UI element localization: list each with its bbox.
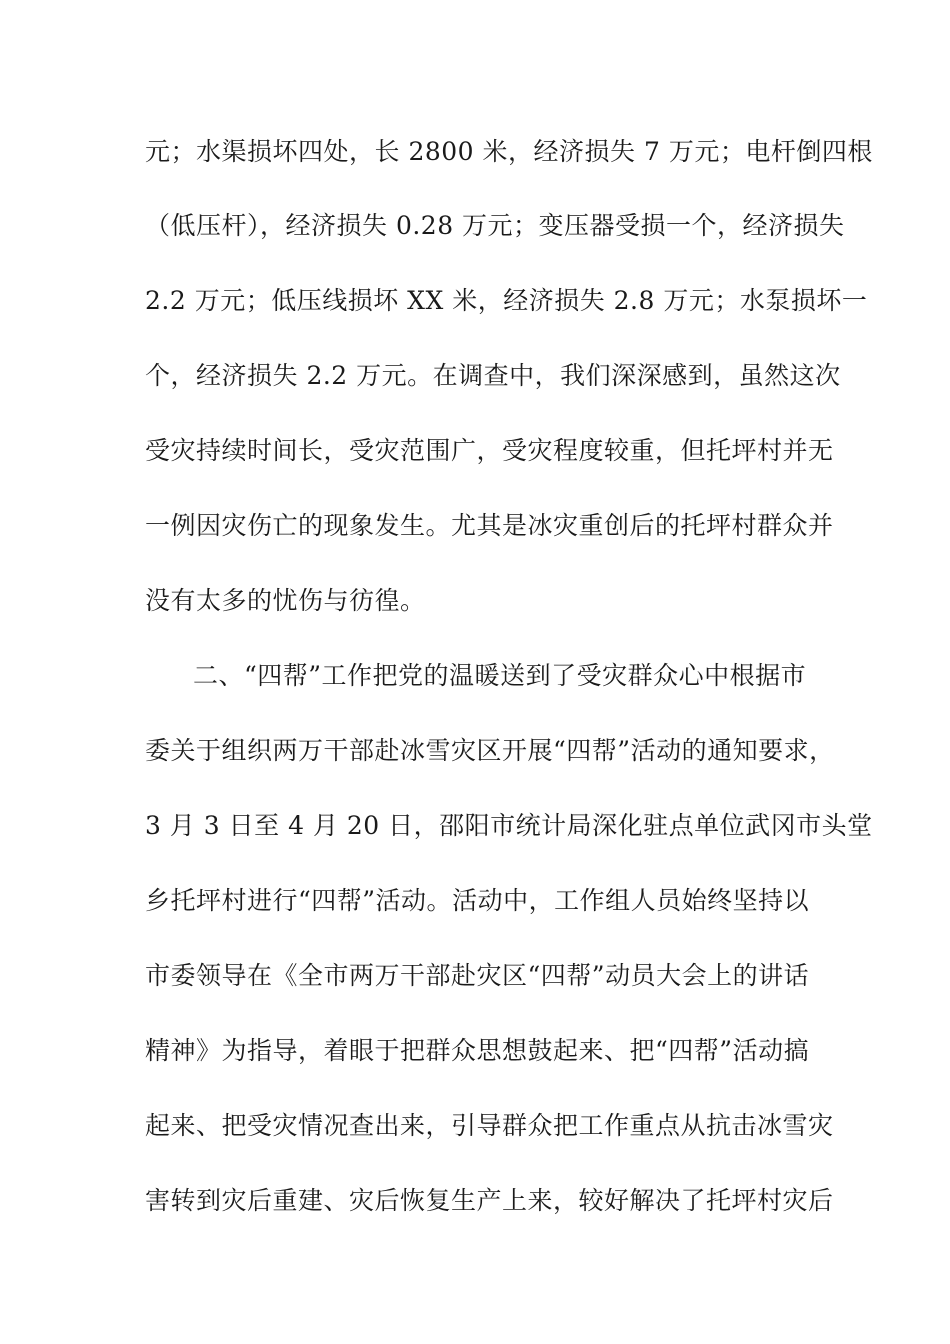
body-line: 2.2 万元；低压线损坏 XX 米，经济损失 2.8 万元；水泵损坏一 bbox=[145, 286, 868, 315]
body-line: （低压杆），经济损失 0.28 万元；变压器受损一个，经济损失 bbox=[145, 211, 845, 240]
body-line: 没有太多的忧伤与彷徨。 bbox=[145, 586, 426, 615]
body-line: 元；水渠损坏四处，长 2800 米，经济损失 7 万元；电杆倒四根 bbox=[145, 137, 873, 166]
body-line: 害转到灾后重建、灾后恢复生产上来，较好解决了托坪村灾后 bbox=[145, 1186, 834, 1215]
section-heading-line: 二、“四帮”工作把党的温暖送到了受灾群众心中根据市 bbox=[193, 661, 807, 690]
body-line: 一例因灾伤亡的现象发生。尤其是冰灾重创后的托坪村群众并 bbox=[145, 511, 834, 540]
body-line: 受灾持续时间长，受灾范围广，受灾程度较重，但托坪村并无 bbox=[145, 436, 834, 465]
body-line: 起来、把受灾情况查出来，引导群众把工作重点从抗击冰雪灾 bbox=[145, 1111, 834, 1140]
body-line: 乡托坪村进行“四帮”活动。活动中，工作组人员始终坚持以 bbox=[145, 886, 810, 915]
body-line: 个，经济损失 2.2 万元。在调查中，我们深深感到，虽然这次 bbox=[145, 361, 841, 390]
body-line: 3 月 3 日至 4 月 20 日，邵阳市统计局深化驻点单位武冈市头堂 bbox=[145, 811, 873, 840]
body-line: 委关于组织两万干部赴冰雪灾区开展“四帮”活动的通知要求， bbox=[145, 736, 835, 765]
body-line: 精神》为指导，着眼于把群众思想鼓起来、把“四帮”活动搞 bbox=[145, 1036, 810, 1065]
body-line: 市委领导在《全市两万干部赴灾区“四帮”动员大会上的讲话 bbox=[145, 961, 810, 990]
